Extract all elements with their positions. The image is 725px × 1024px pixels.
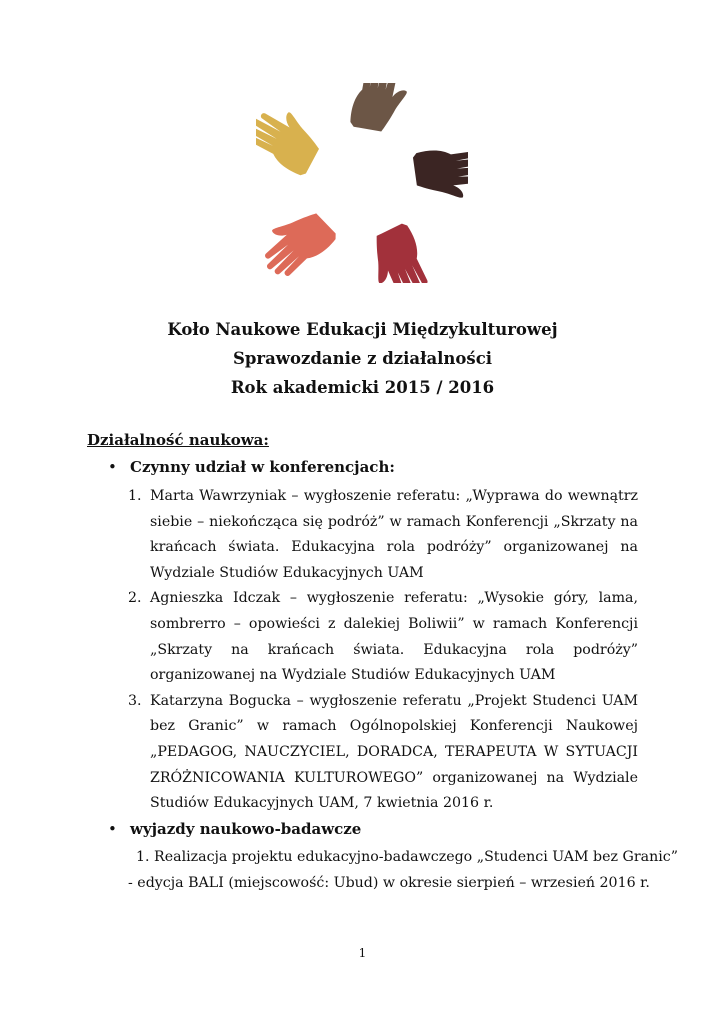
academic-year-title: Rok akademicki 2015 / 2016 (230, 378, 495, 397)
list-item-number: 2. (128, 590, 142, 607)
trip-line-1: 1. Realizacja projektu edukacyjno-badawczego „Studenci UAM bez Granic” (136, 849, 678, 865)
bullet-dot-icon: • (108, 820, 117, 838)
document-titles (0, 318, 725, 405)
center-face-icon (324, 143, 404, 223)
bullet-dot-icon: • (108, 458, 117, 476)
hand-crimson-icon (360, 222, 438, 283)
hand-gold-icon (256, 98, 328, 177)
list-item-text: Katarzyna Bogucka – wygłoszenie referatu „Projekt Studenci UAM bez Granic” w ramach Ogólnopolskiej Konferencji Naukowej „PEDAGOG, NAUCZYCIEL, DORADCA, TERAPEUTA W SYTUACJI ZRÓŻNICOWANIA KULTUROWEGO” organizowanej na Wydziale Studiów Edukacyjnych UAM, 7 kwietnia 2016 r. (150, 692, 638, 812)
conference-list (128, 484, 638, 817)
conferences-bullet (108, 458, 395, 476)
list-item (128, 689, 638, 817)
trips-label: wyjazdy naukowo-badawcze (130, 820, 362, 838)
hands-circle-logo (256, 83, 468, 283)
list-item (128, 586, 638, 688)
hand-brown-icon (349, 83, 412, 135)
list-item-text: Agnieszka Idczak – wygłoszenie referatu: „Wysokie góry, lama, sombrerro – opowieści z dalekiej Boliwii” w ramach Konferencji „Skrzaty na krańcach świata. Edukacyjna rola podróży” organizowanej na Wydziale Studiów Edukacyjnych UAM (150, 590, 638, 684)
hand-coral-icon (256, 200, 339, 283)
conferences-label: Czynny udział w konferencjach: (130, 458, 395, 476)
list-item-number: 1. (128, 488, 142, 504)
section-heading: Działalność naukowa: (87, 431, 269, 449)
trip-line-2: - edycja BALI (miejscowość: Ubud) w okresie sierpień – wrzesień 2016 r. (128, 875, 650, 891)
report-title: Sprawozdanie z działalności (232, 349, 493, 368)
list-item-number: 3. (128, 692, 142, 709)
list-item-text: Marta Wawrzyniak – wygłoszenie referatu: „Wyprawa do wewnątrz siebie – niekończąca się podróż” w ramach Konferencji „Skrzaty na krańcach świata. Edukacyjna rola podróży” organizowanej na Wydziale Studiów Edukacyjnych UAM (150, 488, 638, 581)
org-title: Koło Naukowe Edukacji Międzykulturowej (167, 320, 558, 339)
page-number: 1 (358, 946, 367, 960)
hand-dark-icon (412, 143, 468, 204)
list-item (128, 484, 638, 586)
trips-bullet (108, 820, 361, 838)
